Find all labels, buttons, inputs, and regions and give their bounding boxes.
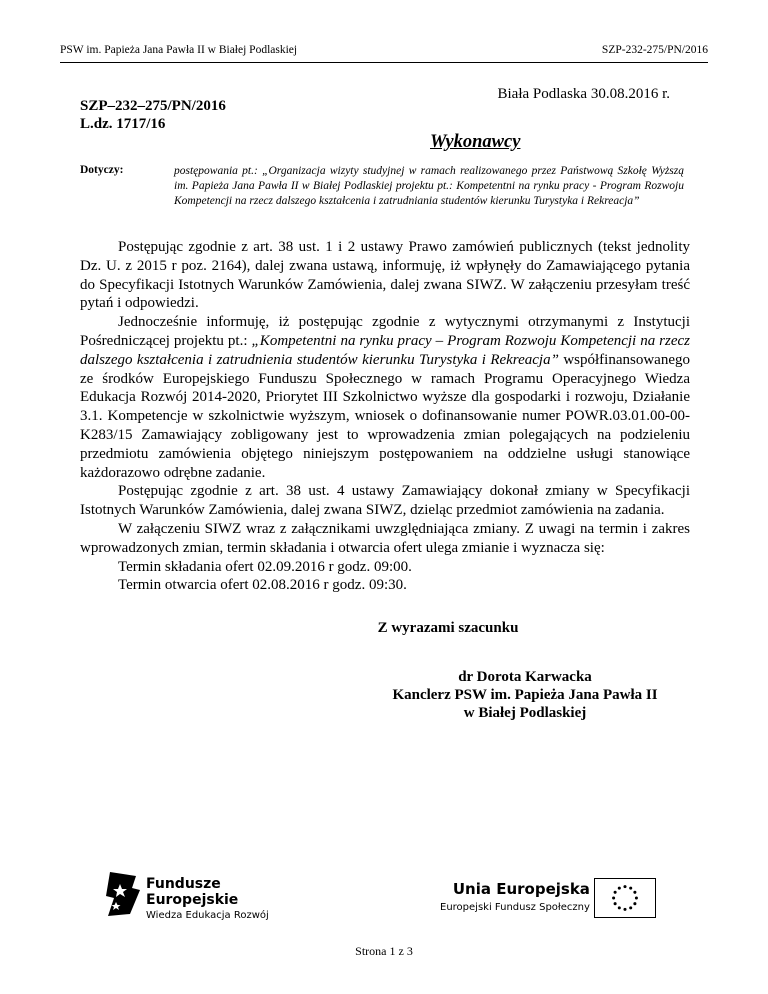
paragraph-4: W załączeniu SIWZ wraz z załącznikami uwzględniająca zmiany. Z uwagi na termin i zakres wprowadzonych zmian, termin składania i otwarcia ofert ulega zmianie i wyznacza się: bbox=[80, 520, 690, 556]
date-line: Biała Podlaska 30.08.2016 r. bbox=[497, 86, 670, 102]
paragraph-2-rest: współfinansowanego ze środków Europejskiego Funduszu Społecznego w ramach Programu Operacyjnego Wiedza Edukacja Rozwój 2014-2020, Priorytet III Szkolnictwo wyższe dla gospodarki i rozwoju, Działanie 3.1. Kompetencje w szkolnictwie wyższym, wniosek o dofinansowanie numer POWR.03.01.00-00-K283/15 Zamawiający zobligowany jest to wprowadzenia zmian polegających na podzieleniu przedmiotu zamówienia objętego niniejszym postępowaniem na oddzielne usługi stanowiące każdorazowo odrębne zadanie. bbox=[80, 351, 690, 481]
fe-line-1: Fundusze bbox=[146, 876, 221, 892]
header-right: SZP-232-275/PN/2016 bbox=[601, 44, 708, 56]
header-divider bbox=[60, 62, 708, 63]
project-title: „Kompetentni na rynku pracy – Program Rozwoju Kompetencji na rzecz dalszego kształcenia i zatrudnienia studentów kierunku Turystyka i Rekreacja” bbox=[80, 332, 690, 368]
paragraph-2 bbox=[80, 313, 690, 482]
deadline-opening: Termin otwarcia ofert 02.08.2016 r godz. 09:30. bbox=[118, 577, 407, 594]
regarding-text: postępowania pt.: „Organizacja wizyty studyjnej w ramach realizowanego przez Państwową Szkołę Wyższą im. Papieża Jana Pawła II w Białej Podlaskiej projektu pt.: Kompetentni na rynku pracy - Program Rozwoju Kompetencji na rzecz dalszego kształcenia i zatrudniania studentów kierunku Turystyka i Rekreacja” bbox=[174, 165, 684, 207]
case-number: SZP–232–275/PN/2016 bbox=[80, 98, 226, 114]
signer-title: Kanclerz PSW im. Papieża Jana Pawła II bbox=[392, 687, 658, 703]
signer-name: dr Dorota Karwacka bbox=[458, 669, 592, 685]
letter-body bbox=[80, 238, 690, 595]
deadline-submission: Termin składania ofert 02.09.2016 r godz. 09:00. bbox=[118, 558, 412, 575]
signer-place: w Białej Podlaskiej bbox=[463, 705, 587, 721]
ue-logo-text bbox=[440, 880, 590, 913]
paragraph-1: Postępując zgodnie z art. 38 ust. 1 i 2 ustawy Prawo zamówień publicznych (tekst jednolity Dz. U. z 2015 r poz. 2164), dalej zwana ustawą, informuję, iż wpłynęły do Zamawiającego pytania do Specyfikacji Istotnych Warunków Zamówienia, dalej zwana SIWZ. W załączeniu przesyłam treść pytań i odpowiedzi. bbox=[80, 239, 690, 312]
signer-block bbox=[330, 668, 720, 722]
paragraph-3: Postępując zgodnie z art. 38 ust. 4 ustawy Zamawiający dokonał zmiany w Specyfikacji Istotnych Warunków Zamówienia, dalej zwana SIWZ, dzieląc przedmiot zamówienia na zadania. bbox=[80, 483, 690, 519]
eu-flag-icon bbox=[594, 878, 656, 918]
page-footer: Strona 1 z 3 bbox=[355, 944, 413, 958]
closing-line: Z wyrazami szacunku bbox=[377, 620, 519, 636]
addressee: Wykonawcy bbox=[430, 132, 521, 152]
header-left: PSW im. Papieża Jana Pawła II w Białej Podlaskiej bbox=[60, 44, 298, 56]
reference-block bbox=[80, 97, 226, 133]
fe-logo-text bbox=[146, 876, 269, 924]
ldz-number: L.dz. 1717/16 bbox=[80, 116, 166, 132]
paragraph-2-intro: Jednocześnie informuję, iż postępując zgodnie z wytycznymi otrzymanymi z Instytucji Pośredniczącej projektu pt.: bbox=[80, 314, 690, 349]
fe-line-3: Wiedza Edukacja Rozwój bbox=[146, 910, 269, 921]
fe-line-2: Europejskie bbox=[146, 892, 239, 908]
regarding-label: Dotyczy: bbox=[80, 164, 124, 176]
fundusze-europejskie-logo-icon bbox=[106, 868, 142, 918]
ue-line-1: Unia Europejska bbox=[452, 880, 590, 898]
ue-line-2: Europejski Fundusz Społeczny bbox=[440, 902, 590, 913]
